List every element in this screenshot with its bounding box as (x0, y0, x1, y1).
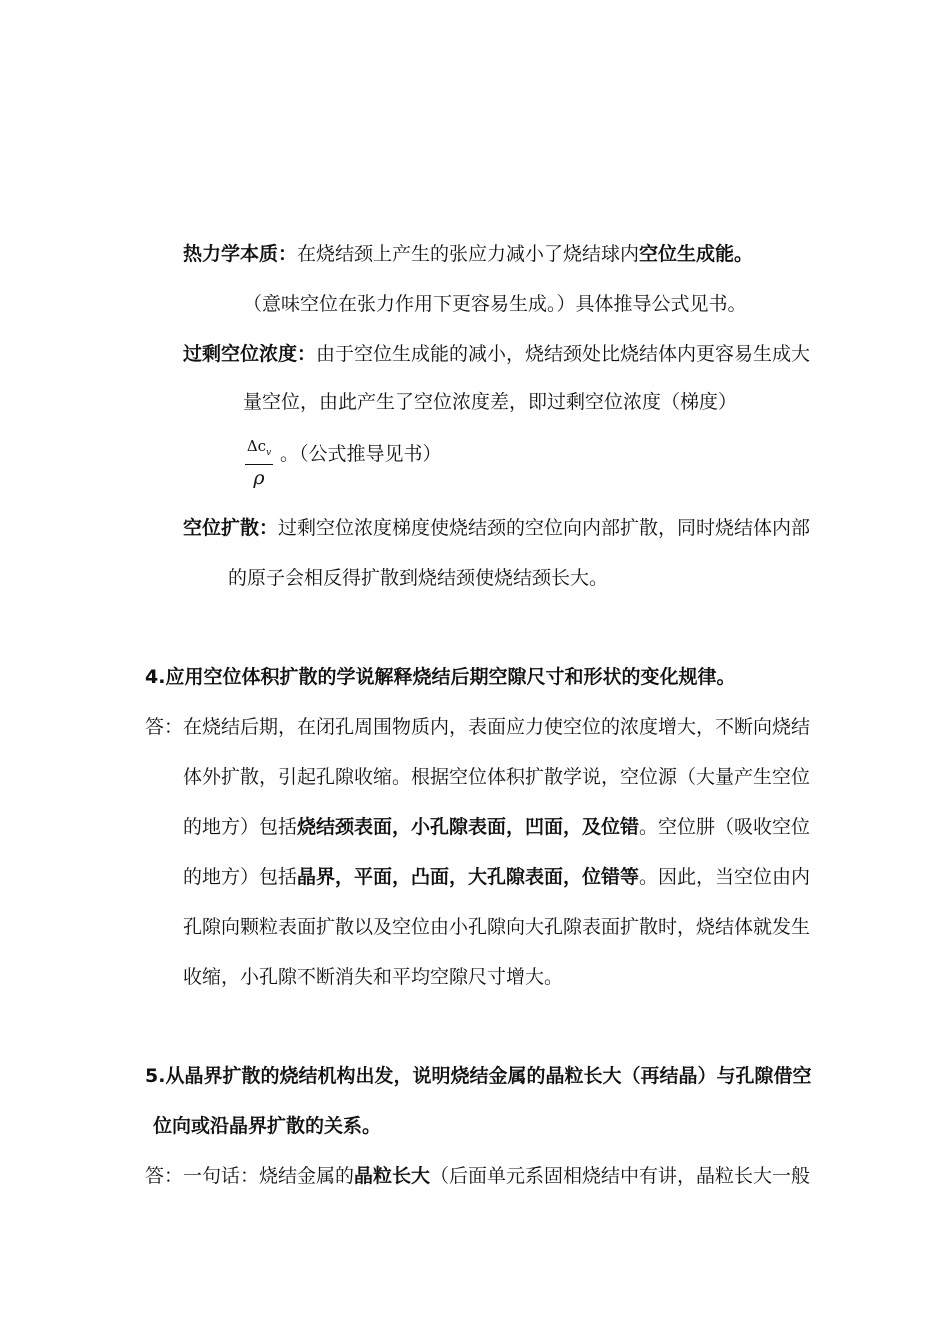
question-4-title: 4.应用空位体积扩散的学说解释烧结后期空隙尺寸和形状的变化规律。 (145, 666, 736, 688)
emphasis-text: 晶界，平面，凸面，大孔隙表面，位错等 (297, 866, 640, 888)
paragraph-vacancy-diffusion-line1 (183, 516, 810, 540)
answer-4-line2: 体外扩散，引起孔隙收缩。根据空位体积扩散学说，空位源（大量产生空位 (183, 766, 811, 788)
paragraph-thermodynamic-essence (183, 242, 753, 266)
answer-4-line1: 答：在烧结后期，在闭孔周围物质内，表面应力使空位的浓度增大，不断向烧结 (145, 716, 811, 738)
paragraph-note (243, 292, 747, 316)
answer-4-line5: 孔隙向颗粒表面扩散以及空位由小孔隙向大孔隙表面扩散时，烧结体就发生 (183, 916, 811, 938)
emphasis-text: 晶粒长大 (354, 1165, 431, 1187)
formula-denominator: ρ (253, 467, 265, 489)
body-text: 的原子会相反得扩散到烧结颈使烧结颈长大。 (228, 567, 609, 589)
answer-5-line1: 答：一句话：烧结金属的晶粒长大（后面单元系固相烧结中有讲，晶粒长大一般 (145, 1165, 811, 1187)
answer-4-line3: 的地方）包括烧结颈表面，小孔隙表面，凹面，及位错。空位肼（吸收空位 (183, 816, 811, 838)
term-label: 热力学本质： (183, 243, 298, 265)
emphasis-text: 烧结颈表面，小孔隙表面，凹面，及位错 (297, 816, 640, 838)
paragraph-excess-vacancy-line1 (183, 342, 810, 366)
term-label: 过剩空位浓度： (183, 343, 317, 365)
body-text: 量空位，由此产生了空位浓度差，即过剩空位浓度（梯度） (243, 391, 738, 413)
answer-4-line4: 的地方）包括晶界，平面，凸面，大孔隙表面，位错等。因此，当空位由内 (183, 866, 811, 888)
paragraph-vacancy-diffusion-line2 (228, 566, 608, 590)
question-5-title-line1: 5.从晶界扩散的烧结机构出发，说明烧结金属的晶粒长大（再结晶）与孔隙借空 (145, 1065, 812, 1087)
fraction-bar (245, 464, 273, 465)
formula-fraction (245, 437, 273, 488)
paragraph-excess-vacancy-line2 (243, 390, 737, 414)
body-text: 在烧结颈上产生的张应力减小了烧结球内 (297, 243, 640, 265)
formula-numerator: $\Delta c_v$ (246, 437, 272, 458)
term-label: 空位扩散： (183, 517, 279, 539)
body-text: （意味空位在张力作用下更容易生成。）具体推导公式见书。 (243, 293, 747, 315)
body-text: 由于空位生成能的减小，烧结颈处比烧结体内更容易生成大 (316, 343, 811, 365)
answer-4-line6: 收缩，小孔隙不断消失和平均空隙尺寸增大。 (183, 966, 564, 988)
emphasis-text: 空位生成能。 (639, 243, 754, 265)
body-text: 过剩空位浓度梯度使烧结颈的空位向内部扩散，同时烧结体内部 (278, 517, 811, 539)
formula-caption: 。（公式推导见书） (280, 443, 442, 465)
question-5-title-line2: 位向或沿晶界扩散的关系。 (153, 1115, 382, 1137)
